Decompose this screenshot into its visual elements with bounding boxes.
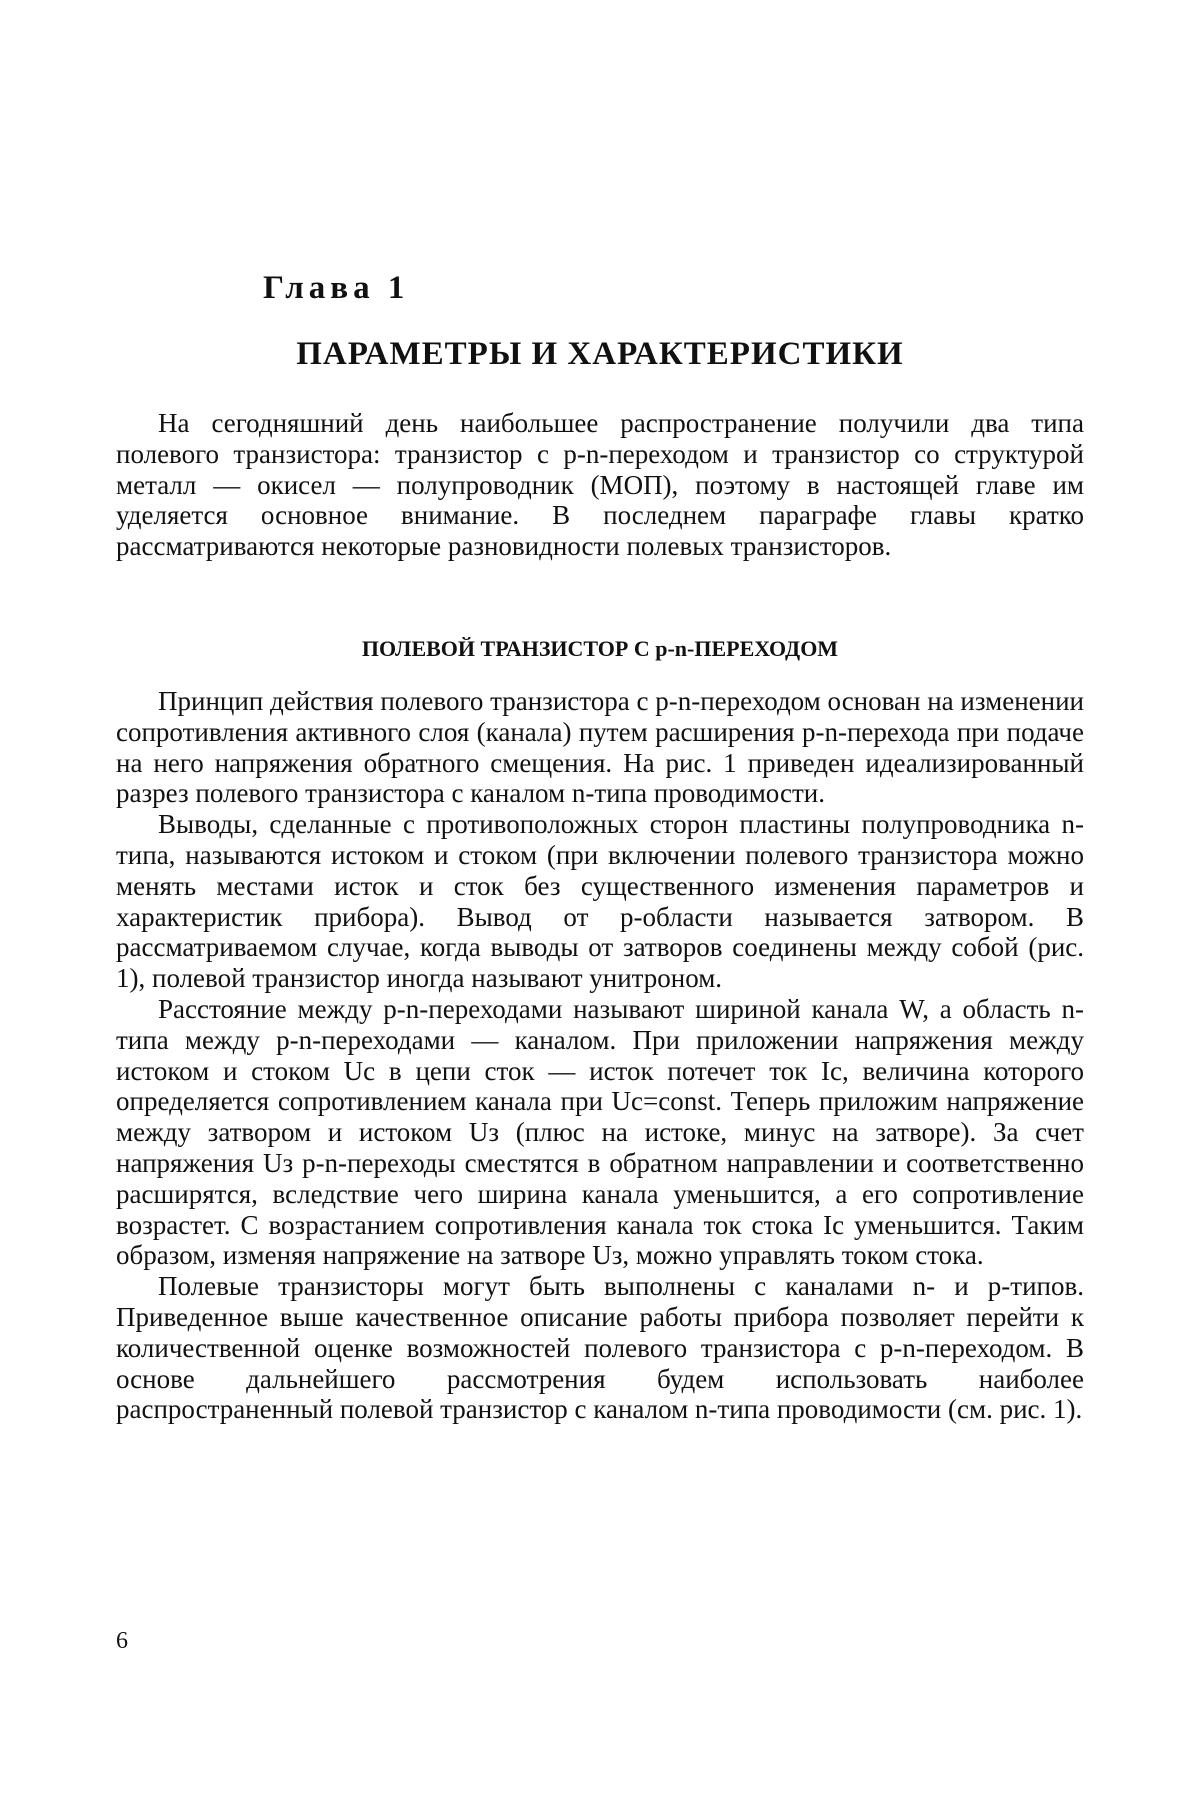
intro-paragraph: На сегодняшний день наибольшее распространение получили два типа полевого транзистора: транзистор с p-n-переходом и транзистор со структурой металл — окисел — полупроводник (МОП), поэтому в настоящей главе им уделяется основное внимание. В последнем параграфе главы кратко рассматриваются некоторые разновидности полевых транзисторов. <box>116 408 1084 562</box>
body-paragraph: Расстояние между p-n-переходами называют шириной канала W, а область n-типа между p-n-переходами — каналом. При приложении напряжения между истоком и стоком Uс в цепи сток — исток потечет ток Iс, величина которого определяется сопротивлением канала при Uс=const. Теперь приложим напряжение между затвором и истоком Uз (плюс на истоке, минус на затворе). За счет напряжения Uз p-n-переходы сместятся в обратном направлении и соответственно расширятся, вследствие чего ширина канала уменьшится, а его сопротивление возрастет. С возрастанием сопротивления канала ток стока Iс уменьшится. Таким образом, изменяя напряжение на затворе Uз, можно управлять током стока. <box>116 993 1084 1271</box>
body-paragraph: Выводы, сделанные с противоположных сторон пластины полупроводника n-типа, называются истоком и стоком (при включении полевого транзистора можно менять местами исток и сток без существенного изменения параметров и характеристик прибора). Вывод от p-области называется затвором. В рассматриваемом случае, когда выводы от затворов соединены между собой (рис. 1), полевой транзистор иногда называют унитроном. <box>116 809 1084 994</box>
section-body <box>116 686 1084 1425</box>
intro-block <box>116 408 1084 562</box>
section-title: ПОЛЕВОЙ ТРАНЗИСТОР С p-n-ПЕРЕХОДОМ <box>361 636 839 661</box>
body-paragraph: Полевые транзисторы могут быть выполнены с каналами n- и p-типов. Приведенное выше качественное описание работы прибора позволяет перейти к количественной оценке возможностей полевого транзистора с p-n-переходом. В основе дальнейшего рассмотрения будем использовать наиболее распространенный полевой транзистор с каналом n-типа проводимости (см. рис. 1). <box>116 1271 1084 1425</box>
page-number: 6 <box>116 1628 128 1654</box>
book-page <box>116 0 1084 1800</box>
chapter-label: Глава 1 <box>263 270 410 306</box>
chapter-title: ПАРАМЕТРЫ И ХАРАКТЕРИСТИКИ <box>296 336 904 372</box>
body-paragraph: Принцип действия полевого транзистора с p-n-переходом основан на изменении сопротивления активного слоя (канала) путем расширения p-n-перехода при подаче на него напряжения обратного смещения. На рис. 1 приведен идеализированный разрез полевого транзистора с каналом n-типа проводимости. <box>116 686 1084 809</box>
